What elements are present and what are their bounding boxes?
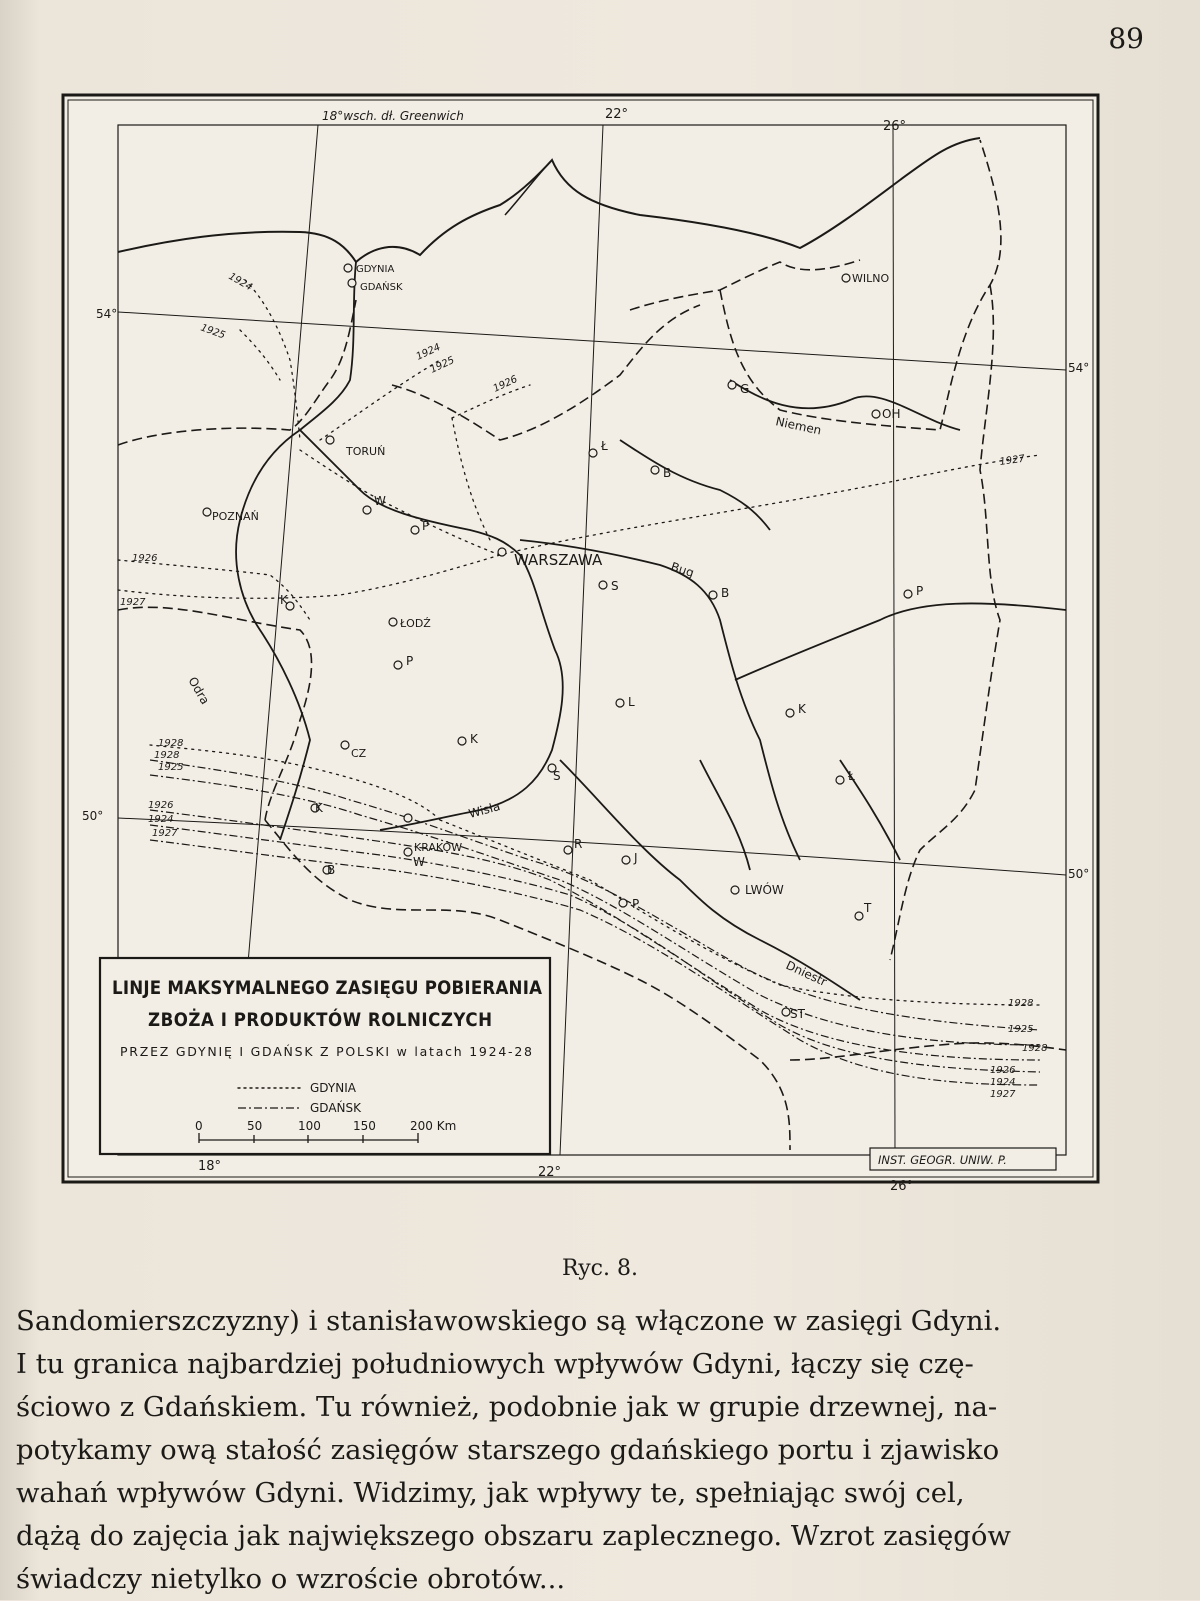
graticule-right-50: 50°	[1068, 867, 1090, 881]
label-g: G	[740, 382, 750, 396]
body-line: Sandomierszczyzny) i stanisławowskiego są włączone w zasięgi Gdyni.	[16, 1305, 1002, 1337]
label-k-south: K	[315, 801, 323, 815]
label-s-east: S	[611, 579, 619, 593]
graticule-top-26: 26°	[883, 119, 907, 134]
year-label: 1925	[158, 762, 184, 773]
graticule-bottom-18: 18°	[198, 1159, 222, 1174]
body-text	[16, 1300, 1136, 1601]
scale-tick-label: 100	[298, 1119, 321, 1133]
label-b-south: B	[327, 863, 336, 877]
legend-title-line1: LINJE MAKSYMALNEGO ZASIĘGU POBIERANIA	[112, 978, 542, 999]
label-p-east: P	[916, 584, 924, 598]
year-label: 1926	[132, 553, 158, 564]
body-line: wahań wpływów Gdyni. Widzimy, jak wpływy te, spełniając swój cel,	[16, 1477, 965, 1509]
figure-caption: Ryc. 8.	[562, 1256, 638, 1281]
label-k-west: K	[280, 593, 288, 607]
year-label: 1926	[148, 800, 174, 811]
graticule-left-54: 54°	[96, 307, 118, 321]
label-k-east: K	[798, 702, 806, 716]
year-label: 1927	[990, 1089, 1016, 1100]
year-label: 1927	[998, 453, 1026, 468]
label-b-east: B	[721, 586, 730, 600]
label-w-north: W	[374, 494, 386, 508]
legend	[100, 958, 550, 1154]
label-k-central: K	[470, 732, 478, 746]
label-p-central: P	[406, 654, 414, 668]
year-label: 1926	[990, 1065, 1016, 1076]
year-label: 1928	[1022, 1043, 1048, 1054]
year-label: 1925	[1008, 1024, 1034, 1035]
label-w-south: W	[413, 855, 425, 869]
label-krakow: KRAKÓW	[414, 841, 463, 854]
label-lodz: ŁODŹ	[400, 617, 431, 630]
year-label: 1924	[148, 814, 174, 825]
map-credit: INST. GEOGR. UNIW. P.	[878, 1153, 1007, 1167]
graticule-top-18: 18°wsch. dł. Greenwich	[322, 109, 464, 123]
graticule-left-50: 50°	[82, 809, 104, 823]
label-t: T	[864, 901, 872, 915]
river-niemen: Niemen	[774, 414, 823, 438]
river-dniestr: Dniestr	[783, 958, 830, 990]
scale-tick-label: 150	[353, 1119, 376, 1133]
river-wisla: Wisła	[467, 799, 502, 821]
year-label: 1928	[1008, 998, 1034, 1009]
graticule-right-54: 54°	[1068, 361, 1090, 375]
year-label: 1926	[491, 373, 520, 395]
graticule-bottom-22: 22°	[538, 1165, 562, 1180]
graticule-bottom-26: 26°	[890, 1179, 914, 1194]
label-l-east: Ł	[848, 769, 855, 783]
legend-gdynia-label: GDYNIA	[310, 1081, 356, 1095]
label-r: R	[574, 837, 583, 851]
river-bug: Bug	[669, 559, 696, 581]
label-gdynia: GDYNIA	[356, 264, 395, 275]
label-cz: CZ	[351, 747, 367, 760]
label-l-central: L	[628, 695, 635, 709]
label-b-north: B	[663, 466, 672, 480]
body-line: dążą do zajęcia jak największego obszaru zaplecznego. Wzrot zasięgów	[16, 1520, 1011, 1552]
year-label: 1924	[226, 271, 255, 294]
label-j: J	[634, 851, 638, 865]
scale-tick-label: 50	[247, 1119, 263, 1133]
label-st: ST	[790, 1007, 805, 1021]
label-warszawa: WARSZAWA	[514, 551, 603, 569]
year-label: 1928	[158, 738, 184, 749]
page-number: 89	[1108, 22, 1144, 55]
scale-tick-label: 200 Km	[410, 1119, 457, 1133]
label-poznan: POZNAŃ	[212, 510, 259, 523]
scale-tick-label: 0	[195, 1119, 203, 1133]
year-label: 1928	[154, 750, 180, 761]
body-line: świadczy nietylko o wzroście obrotów...	[16, 1563, 566, 1595]
graticule-top-22: 22°	[605, 107, 629, 122]
label-l-north: Ł	[601, 439, 608, 453]
label-wilno: WILNO	[852, 272, 890, 285]
year-label: 1925	[198, 322, 227, 342]
body-line: ściowo z Gdańskiem. Tu również, podobnie jak w grupie drzewnej, na-	[16, 1391, 998, 1423]
label-lwow: LWÓW	[745, 883, 784, 897]
year-label: 1927	[152, 828, 178, 839]
legend-title-line2: ZBOŻA I PRODUKTÓW ROLNICZYCH	[148, 1010, 492, 1031]
legend-gdansk-label: GDAŃSK	[310, 1101, 361, 1115]
label-oh: OH	[882, 407, 901, 421]
body-line: I tu granica najbardziej południowych wpływów Gdyni, łączy się czę-	[16, 1348, 974, 1380]
label-p-south: P	[632, 897, 640, 911]
label-gdansk: GDAŃSK	[360, 282, 403, 293]
river-odra: Odra	[185, 674, 213, 707]
label-torun: TORUŃ	[346, 445, 386, 458]
label-p-north: P	[422, 519, 430, 533]
body-line: potykamy ową stałość zasięgów starszego gdańskiego portu i zjawisko	[16, 1434, 1000, 1466]
legend-subtitle: PRZEZ GDYNIĘ I GDAŃSK Z POLSKI w latach 1924-28	[120, 1044, 532, 1059]
year-label: 1924	[414, 341, 443, 363]
label-s-south: S	[553, 769, 561, 783]
year-label: 1925	[428, 354, 457, 376]
year-label: 1927	[120, 597, 146, 608]
year-label: 1924	[990, 1077, 1016, 1088]
